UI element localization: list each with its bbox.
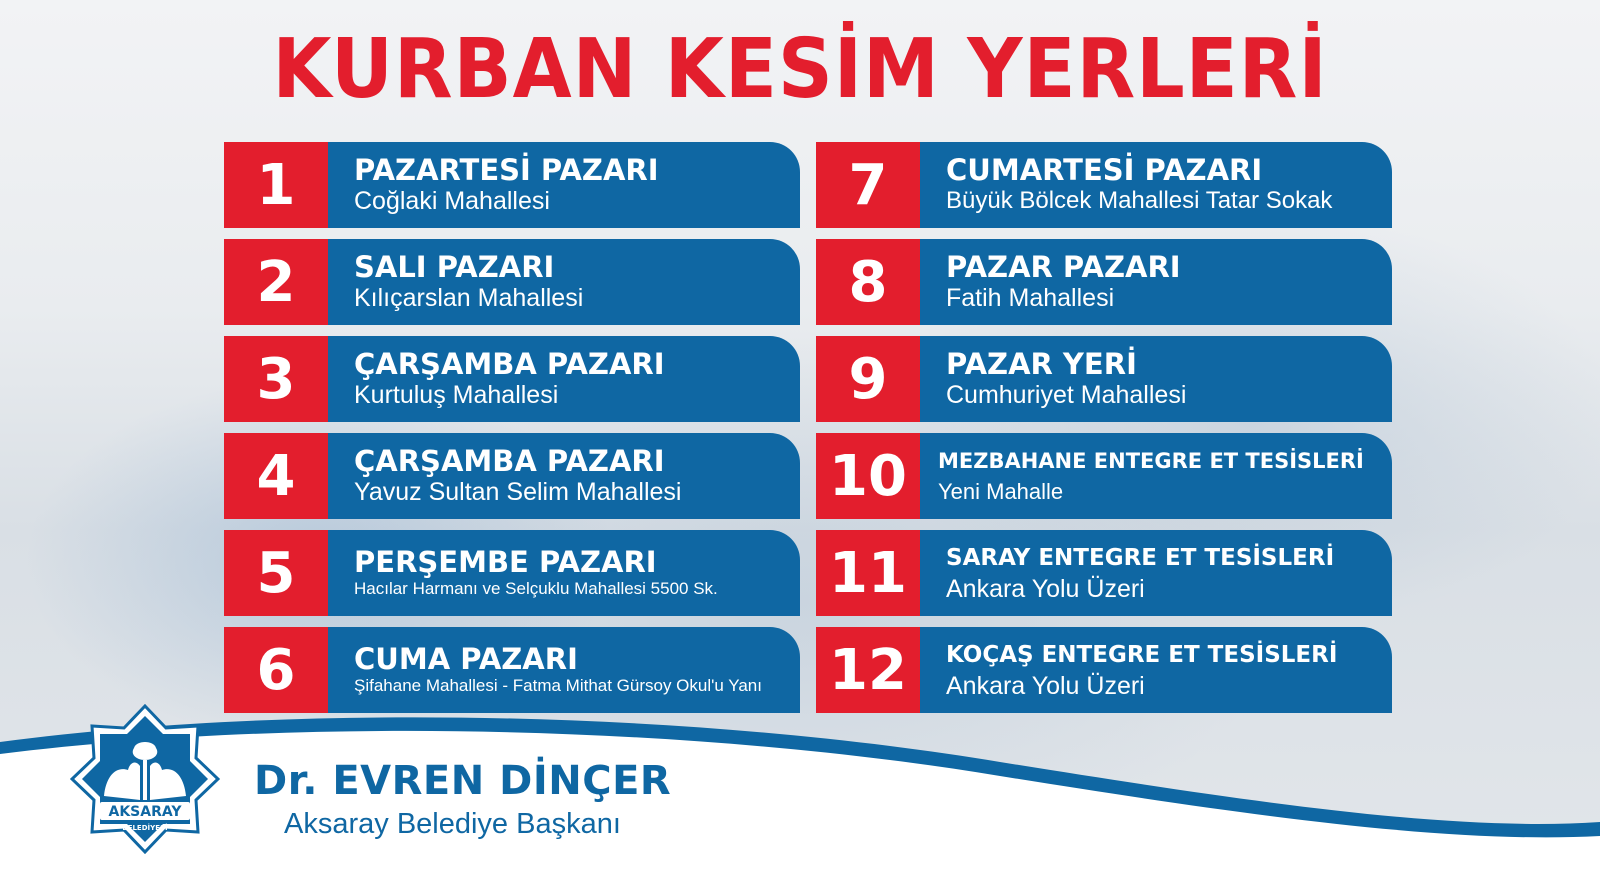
item-number: 4 [224, 433, 328, 519]
item-name: ÇARŞAMBA PAZARI [354, 347, 665, 381]
item-place: Hacılar Harmanı ve Selçuklu Mahallesi 5500 Sk. [354, 579, 718, 598]
item-info [920, 530, 1392, 616]
item-place: Yavuz Sultan Selim Mahallesi [354, 478, 682, 506]
item-place: Fatih Mahallesi [946, 284, 1115, 312]
item-number: 1 [224, 142, 328, 228]
mayor-name: Dr. EVREN DİNÇER [254, 758, 672, 804]
item-number: 11 [816, 530, 920, 616]
page-title: KURBAN KESİM YERLERİ [272, 22, 1328, 117]
item-name: PERŞEMBE PAZARI [354, 545, 657, 579]
left-column [224, 142, 800, 724]
list-item [224, 239, 800, 325]
item-number: 2 [224, 239, 328, 325]
list-item [224, 530, 800, 616]
item-info [328, 142, 800, 228]
item-name: ÇARŞAMBA PAZARI [354, 444, 665, 478]
item-number: 3 [224, 336, 328, 422]
item-name: PAZAR PAZARI [946, 250, 1181, 284]
item-place: Cumhuriyet Mahallesi [946, 381, 1187, 409]
item-info [328, 239, 800, 325]
item-name: KOÇAŞ ENTEGRE ET TESİSLERİ [946, 642, 1338, 668]
item-place: Yeni Mahalle [938, 479, 1064, 504]
item-place: Büyük Bölcek Mahallesi Tatar Sokak [946, 187, 1333, 214]
list-item [224, 627, 800, 713]
list-item [224, 142, 800, 228]
item-place: Ankara Yolu Üzeri [946, 575, 1145, 603]
item-place: Kılıçarslan Mahallesi [354, 284, 584, 312]
list-item [224, 433, 800, 519]
logo-subtext: BELEDİYESİ [122, 824, 168, 832]
list-item [816, 142, 1392, 228]
item-place: Kurtuluş Mahallesi [354, 381, 559, 409]
item-place: Coğlaki Mahallesi [354, 187, 550, 215]
item-name: CUMA PAZARI [354, 642, 578, 676]
item-place: Ankara Yolu Üzeri [946, 672, 1145, 700]
item-name: CUMARTESİ PAZARI [946, 153, 1263, 187]
list-item [816, 627, 1392, 713]
mayor-title: Aksaray Belediye Başkanı [284, 808, 621, 840]
footer-wave [0, 702, 1600, 882]
item-info [920, 433, 1392, 519]
item-info [920, 239, 1392, 325]
item-info [920, 336, 1392, 422]
item-name: PAZARTESİ PAZARI [354, 153, 659, 187]
item-info [328, 433, 800, 519]
list-item [816, 239, 1392, 325]
item-name: SALI PAZARI [354, 250, 555, 284]
item-info [328, 530, 800, 616]
right-column [816, 142, 1392, 724]
item-number: 5 [224, 530, 328, 616]
item-number: 7 [816, 142, 920, 228]
item-number: 12 [816, 627, 920, 713]
item-info [920, 627, 1392, 713]
item-info [328, 627, 800, 713]
list-item [816, 336, 1392, 422]
item-place: Şifahane Mahallesi - Fatma Mithat Gürsoy Okul'u Yanı [354, 676, 762, 695]
list-item [224, 336, 800, 422]
item-info [328, 336, 800, 422]
item-number: 6 [224, 627, 328, 713]
aksaray-lions-emblem-icon [70, 704, 220, 854]
item-name: SARAY ENTEGRE ET TESİSLERİ [946, 545, 1335, 571]
list-item [816, 433, 1392, 519]
item-name: MEZBAHANE ENTEGRE ET TESİSLERİ [938, 449, 1364, 473]
item-name: PAZAR YERİ [946, 347, 1137, 381]
list-item [816, 530, 1392, 616]
logo-text: AKSARAY [108, 804, 182, 820]
item-number: 8 [816, 239, 920, 325]
item-number: 10 [816, 433, 920, 519]
item-info [920, 142, 1392, 228]
item-number: 9 [816, 336, 920, 422]
